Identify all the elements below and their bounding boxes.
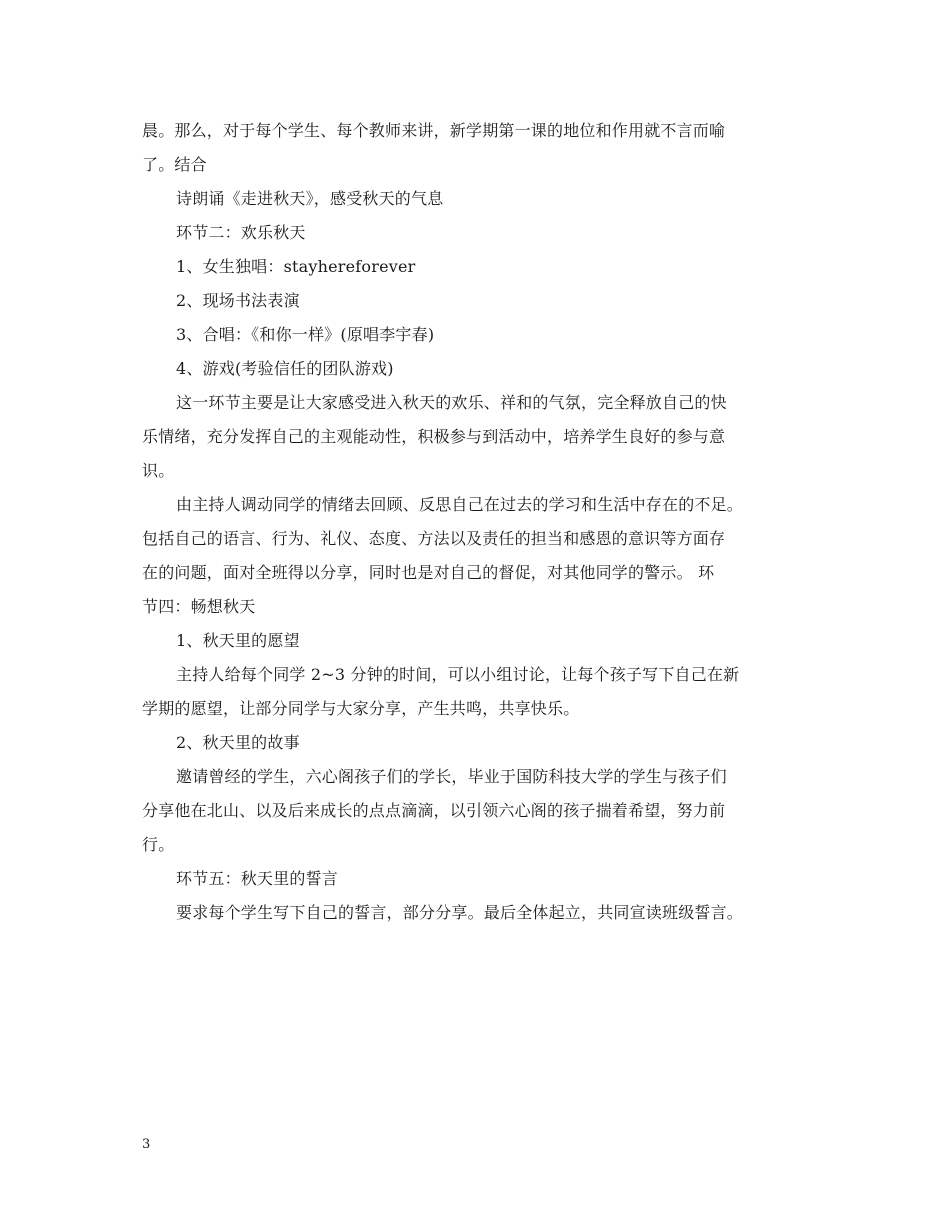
page-number: 3 <box>142 1137 151 1152</box>
text-line: 行。 <box>142 835 175 854</box>
text-line: 包括自己的语言、行为、礼仪、态度、方法以及责任的担当和感恩的意识等方面存 <box>142 529 726 548</box>
text-line: 由主持人调动同学的情绪去回顾、反思自己在过去的学习和生活中存在的不足。 <box>176 495 744 514</box>
text-line: 邀请曾经的学生，六心阁孩子们的学长，毕业于国防科技大学的学生与孩子们 <box>176 767 727 786</box>
list-item: 2、现场书法表演 <box>176 291 300 310</box>
text-line: 要求每个学生写下自己的誓言，部分分享。最后全体起立，共同宣读班级誓言。 <box>176 903 744 922</box>
text-line: 识。 <box>142 461 175 480</box>
text-line: 诗朗诵《走进秋天》，感受秋天的气息 <box>176 189 444 208</box>
list-item: 4、游戏(考验信任的团队游戏) <box>176 359 394 378</box>
document-body <box>142 114 822 930</box>
text-line: 这一环节主要是让大家感受进入秋天的欢乐、祥和的气氛，完全释放自己的快 <box>176 393 727 412</box>
list-item: 3、合唱：《和你一样》(原唱李宇春) <box>176 325 435 344</box>
text-line: 在的问题，面对全班得以分享，同时也是对自己的督促，对其他同学的警示。 环 <box>142 563 715 582</box>
section-heading: 节四：畅想秋天 <box>142 597 256 616</box>
text-line: 乐情绪，充分发挥自己的主观能动性，积极参与到活动中，培养学生良好的参与意 <box>142 427 726 446</box>
section-heading: 环节五：秋天里的誓言 <box>176 869 339 888</box>
text-line: 分享他在北山、以及后来成长的点点滴滴，以引领六心阁的孩子揣着希望，努力前 <box>142 801 726 820</box>
text-line: 学期的愿望，让部分同学与大家分享，产生共鸣，共享快乐。 <box>142 699 580 718</box>
list-item: 1、秋天里的愿望 <box>176 631 300 650</box>
list-item: 1、女生独唱：stayhereforever <box>176 257 416 276</box>
text-line: 主持人给每个同学 2~3 分钟的时间，可以小组讨论，让每个孩子写下自己在新 <box>176 665 740 684</box>
text-line: 晨。那么，对于每个学生、每个教师来讲，新学期第一课的地位和作用就不言而喻 <box>142 121 726 140</box>
list-item: 2、秋天里的故事 <box>176 733 300 752</box>
text-line: 了。结合 <box>142 155 207 174</box>
section-heading: 环节二：欢乐秋天 <box>176 223 306 242</box>
